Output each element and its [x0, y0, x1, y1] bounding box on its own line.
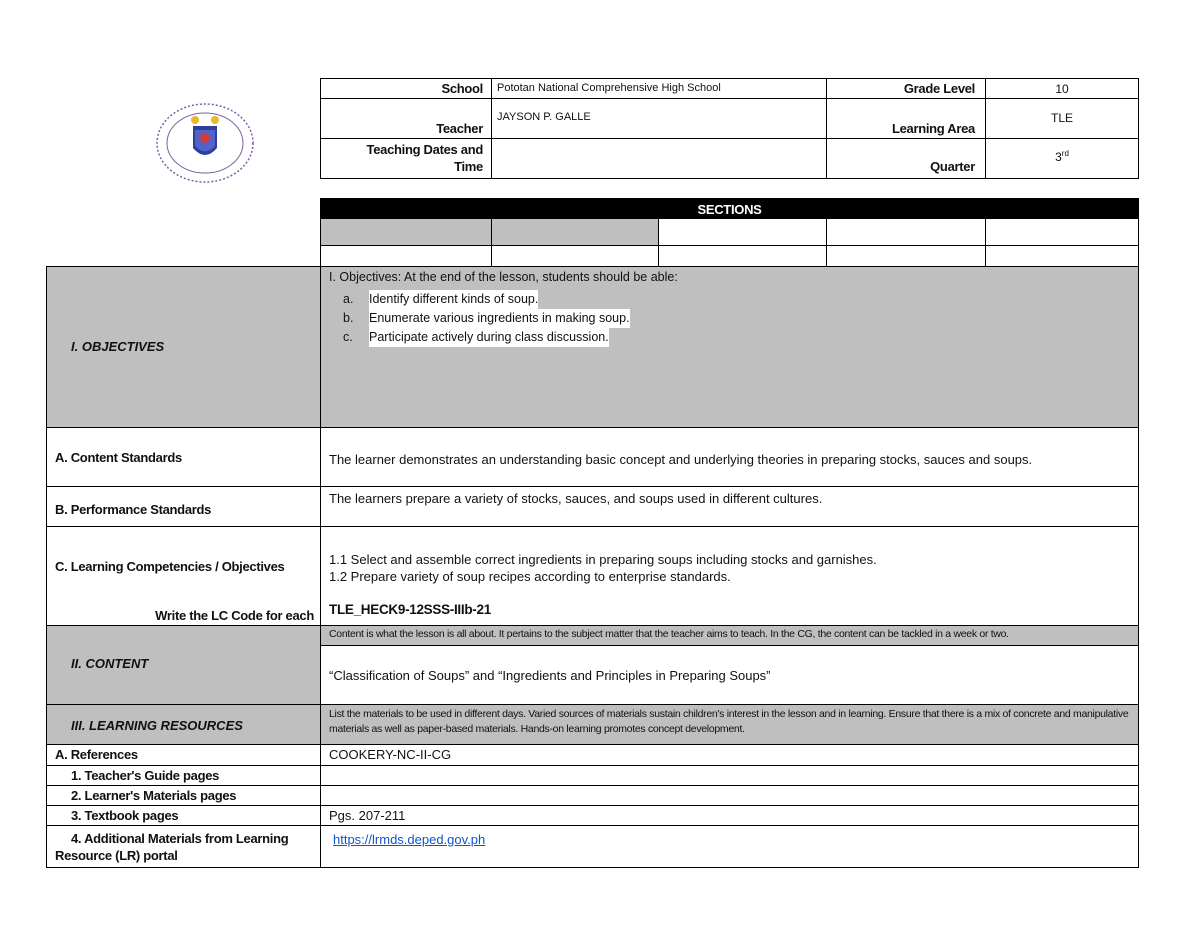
grade-label-cell [826, 78, 986, 99]
lm-label-cell [46, 785, 321, 806]
quarter-label-cell [826, 138, 986, 179]
references-label: A. References [55, 747, 138, 762]
content-standards-label: A. Content Standards [55, 450, 182, 465]
section-cell-1a [320, 218, 492, 246]
objective-text: Participate actively during class discussion. [369, 328, 609, 347]
section-cell-4a [826, 218, 986, 246]
content-label: II. CONTENT [71, 656, 149, 671]
section-cell-2a [491, 218, 659, 246]
teacher-label-cell [320, 98, 492, 139]
objective-text: Enumerate various ingredients in making soup. [369, 309, 630, 328]
quarter-sup: rd [1061, 149, 1069, 158]
section-cell-2b [491, 245, 659, 267]
teacher-label: Teacher [436, 121, 483, 136]
tb-value: Pgs. 207-211 [329, 808, 406, 823]
area-label-cell [826, 98, 986, 139]
tb-label-cell [46, 805, 321, 826]
dates-label-line2: Time [454, 159, 483, 174]
objectives-intro: I. Objectives: At the end of the lesson, students should be able: [329, 270, 678, 284]
area-label: Learning Area [891, 121, 975, 136]
competency-line-1: 1.1 Select and assemble correct ingredients in preparing soups including stocks and garnishes. [329, 552, 877, 567]
school-label-cell [320, 78, 492, 99]
content-standards-cell [320, 427, 1139, 487]
performance-standards-text: The learners prepare a variety of stocks, sauces, and soups used in different cultures. [329, 491, 823, 506]
tb-value-cell [320, 805, 1139, 826]
lrmds-link[interactable]: https://lrmds.deped.gov.ph [333, 832, 486, 847]
area-value-cell [985, 98, 1139, 139]
objective-item [343, 328, 1130, 347]
tg-label-cell [46, 765, 321, 786]
resources-label-cell [46, 704, 321, 745]
performance-standards-cell [320, 486, 1139, 527]
competencies-label: C. Learning Competencies / Objectives [55, 559, 285, 574]
objective-item [343, 290, 1130, 309]
am-label-line1: 4. Additional Materials from Learning [71, 831, 289, 846]
content-note: Content is what the lesson is all about. It pertains to the subject matter that the teacher aims to teach. In the CG, the content can be tackled in a week or two. [329, 628, 1009, 640]
grade-value: 10 [1055, 82, 1069, 96]
sections-title: SECTIONS [697, 202, 762, 217]
references-value: COOKERY-NC-II-CG [329, 747, 452, 762]
deped-seal-logo [155, 102, 255, 184]
references-label-cell [46, 744, 321, 766]
school-value: Pototan National Comprehensive High School [497, 82, 721, 94]
am-label-line2: Resource (LR) portal [55, 848, 178, 863]
competencies-cell [320, 526, 1139, 626]
dates-value-cell [491, 138, 827, 179]
quarter-label: Quarter [930, 159, 975, 174]
resources-note-cell [320, 704, 1139, 745]
school-value-cell [491, 78, 827, 99]
objectives-label: I. OBJECTIVES [71, 339, 165, 354]
content-label-cell [46, 625, 321, 705]
am-label-cell [46, 825, 321, 868]
grade-value-cell [985, 78, 1139, 99]
references-value-cell [320, 744, 1139, 766]
section-cell-3a [658, 218, 827, 246]
quarter-value: 3 [1055, 150, 1062, 164]
content-note-cell [320, 625, 1139, 646]
resources-note: List the materials to be used in different days. Varied sources of materials sustain children's interest in the lesson and in learning. Ensure that there is a mix of concrete and manipulative materials as well as paper-based materials. Hands-on learning promotes concept development. [329, 708, 1129, 735]
teacher-value-cell [491, 98, 827, 139]
objectives-content-cell [320, 266, 1139, 428]
tg-label: 1. Teacher's Guide pages [71, 768, 220, 783]
area-value: TLE [1050, 111, 1073, 125]
content-standards-label-cell [46, 427, 321, 487]
section-cell-1b [320, 245, 492, 267]
tb-label: 3. Textbook pages [71, 808, 179, 823]
objective-marker: b. [343, 311, 354, 325]
lc-code: TLE_HECK9-12SSS-IIIb-21 [329, 602, 491, 617]
section-cell-5b [985, 245, 1139, 267]
objectives-label-cell [46, 266, 321, 428]
am-value-cell [320, 825, 1139, 868]
objective-marker: c. [343, 330, 353, 344]
objective-item [343, 309, 1130, 328]
performance-standards-label: B. Performance Standards [55, 502, 212, 517]
lm-label: 2. Learner's Materials pages [71, 788, 237, 803]
section-cell-5a [985, 218, 1139, 246]
school-label: School [441, 81, 483, 96]
dates-label-cell [320, 138, 492, 179]
competencies-label-cell [46, 526, 321, 626]
teacher-value: JAYSON P. GALLE [497, 111, 591, 123]
performance-standards-label-cell [46, 486, 321, 527]
resources-label: III. LEARNING RESOURCES [71, 718, 243, 733]
quarter-value-cell [985, 138, 1139, 179]
lc-code-label: Write the LC Code for each [155, 608, 314, 623]
objectives-list [329, 290, 1130, 347]
section-cell-3b [658, 245, 827, 267]
objective-text: Identify different kinds of soup. [369, 290, 538, 309]
section-cell-4b [826, 245, 986, 267]
content-standards-text: The learner demonstrates an understanding basic concept and underlying theories in preparing stocks, sauces and soups. [329, 452, 1033, 467]
content-cell [320, 645, 1139, 705]
sections-header [320, 198, 1139, 219]
grade-label: Grade Level [903, 81, 975, 96]
tg-value-cell [320, 765, 1139, 786]
content-text: “Classification of Soups” and “Ingredients and Principles in Preparing Soups” [329, 668, 771, 683]
objective-marker: a. [343, 292, 354, 306]
dates-label-line1: Teaching Dates and [366, 142, 483, 157]
competency-line-2: 1.2 Prepare variety of soup recipes according to enterprise standards. [329, 569, 731, 584]
lm-value-cell [320, 785, 1139, 806]
